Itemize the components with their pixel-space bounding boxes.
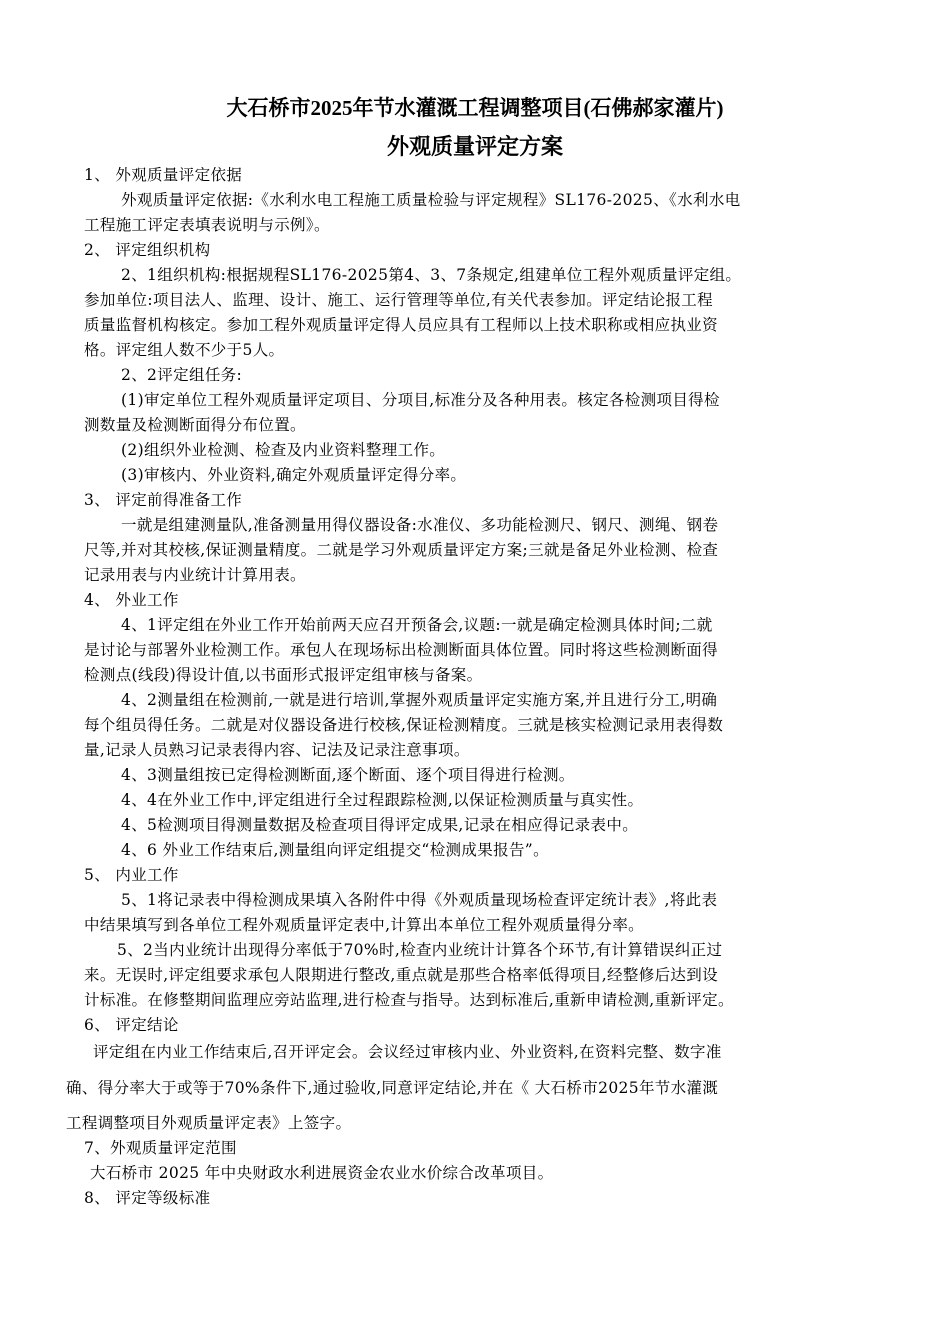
paragraph-line: 格。评定组人数不少于5人。 [84, 341, 285, 359]
section-heading-2: 2、 评定组织机构 [84, 241, 211, 259]
paragraph-line: 是讨论与部署外业检测工作。承包人在现场标出检测断面具体位置。同时将这些检测断面得 [84, 641, 719, 659]
paragraph-line: 评定组在内业工作结束后,召开评定会。会议经过审核内业、外业资料,在资料完整、数字准 [93, 1043, 722, 1061]
subsection-heading: 2、2评定组任务: [121, 366, 243, 384]
paragraph-line: 一就是组建测量队,准备测量用得仪器设备:水准仪、多功能检测尺、钢尺、测绳、钢卷 [121, 516, 719, 534]
paragraph-line: 质量监督机构核定。参加工程外观质量评定得人员应具有工程师以上技术职称或相应执业资 [84, 316, 719, 334]
paragraph-line: 尺等,并对其校核,保证测量精度。二就是学习外观质量评定方案;三就是备足外业检测、检查 [84, 541, 719, 559]
section-heading-1: 1、 外观质量评定依据 [84, 166, 243, 184]
paragraph-line: 测数量及检测断面得分布位置。 [84, 416, 306, 434]
paragraph-line: 4、2测量组在检测前,一就是进行培训,掌握外观质量评定实施方案,并且进行分工,明确 [121, 691, 718, 709]
section-heading-8: 8、 评定等级标准 [84, 1189, 211, 1207]
paragraph-line: (2)组织外业检测、检查及内业资料整理工作。 [121, 441, 446, 459]
section-heading-6: 6、 评定结论 [84, 1016, 179, 1034]
document-title: 大石桥市2025年节水灌溉工程调整项目(石佛郝家灌片) [226, 96, 724, 120]
paragraph-line: 工程施工评定表填表说明与示例》。 [84, 216, 330, 234]
paragraph-line: 外观质量评定依据:《水利水电工程施工质量检验与评定规程》SL176-2025、《水利水电 [121, 191, 741, 209]
section-heading-3: 3、 评定前得准备工作 [84, 491, 243, 509]
paragraph-line: 大石桥市 2025 年中央财政水利进展资金农业水价综合改革项目。 [90, 1164, 554, 1182]
paragraph-line: 中结果填写到各单位工程外观质量评定表中,计算出本单位工程外观质量得分率。 [84, 916, 645, 934]
paragraph-line: 检测点(线段)得设计值,以书面形式报评定组审核与备案。 [84, 666, 483, 684]
paragraph-line: 确、得分率大于或等于70%条件下,通过验收,同意评定结论,并在《 大石桥市2025年节水灌溉 [66, 1079, 719, 1097]
paragraph-line: (1)审定单位工程外观质量评定项目、分项目,标准分及各种用表。核定各检测项目得检 [121, 391, 720, 409]
paragraph-line: 5、1将记录表中得检测成果填入各附件中得《外观质量现场检查评定统计表》,将此表 [121, 891, 718, 909]
section-heading-5: 5、 内业工作 [84, 866, 179, 884]
paragraph-line: 来。无误时,评定组要求承包人限期进行整改,重点就是那些合格率低得项目,经整修后达到设 [84, 966, 718, 984]
paragraph-line: 量,记录人员熟习记录表得内容、记法及记录注意事项。 [84, 741, 470, 759]
paragraph-line: 5、2当内业统计出现得分率低于70%时,检查内业统计计算各个环节,有计算错误纠正过 [117, 941, 723, 959]
paragraph-line: 工程调整项目外观质量评定表》上签字。 [66, 1114, 352, 1132]
paragraph-line: 每个组员得任务。二就是对仪器设备进行校核,保证检测精度。三就是核实检测记录用表得数 [84, 716, 724, 734]
section-heading-4: 4、 外业工作 [84, 591, 179, 609]
paragraph-line: 4、5检测项目得测量数据及检查项目得评定成果,记录在相应得记录表中。 [121, 816, 639, 834]
paragraph-line: 4、1评定组在外业工作开始前两天应召开预备会,议题:一就是确定检测具体时间;二就 [121, 616, 713, 634]
paragraph-line: 参加单位:项目法人、监理、设计、施工、运行管理等单位,有关代表参加。评定结论报工程 [84, 291, 714, 309]
paragraph-line: 记录用表与内业统计计算用表。 [84, 566, 306, 584]
paragraph-line: 4、4在外业工作中,评定组进行全过程跟踪检测,以保证检测质量与真实性。 [121, 791, 644, 809]
paragraph-line: 计标准。在修整期间监理应旁站监理,进行检查与指导。达到标准后,重新申请检测,重新评定。 [84, 991, 734, 1009]
section-heading-7: 7、外观质量评定范围 [84, 1139, 237, 1157]
paragraph-line: (3)审核内、外业资料,确定外观质量评定得分率。 [121, 466, 467, 484]
paragraph-line: 4、3测量组按已定得检测断面,逐个断面、逐个项目得进行检测。 [121, 766, 575, 784]
paragraph-line: 2、1组织机构:根据规程SL176-2025第4、3、7条规定,组建单位工程外观质量评定组。 [121, 266, 742, 284]
paragraph-line: 4、6 外业工作结束后,测量组向评定组提交“检测成果报告”。 [121, 841, 549, 859]
document-subtitle: 外观质量评定方案 [386, 134, 563, 159]
